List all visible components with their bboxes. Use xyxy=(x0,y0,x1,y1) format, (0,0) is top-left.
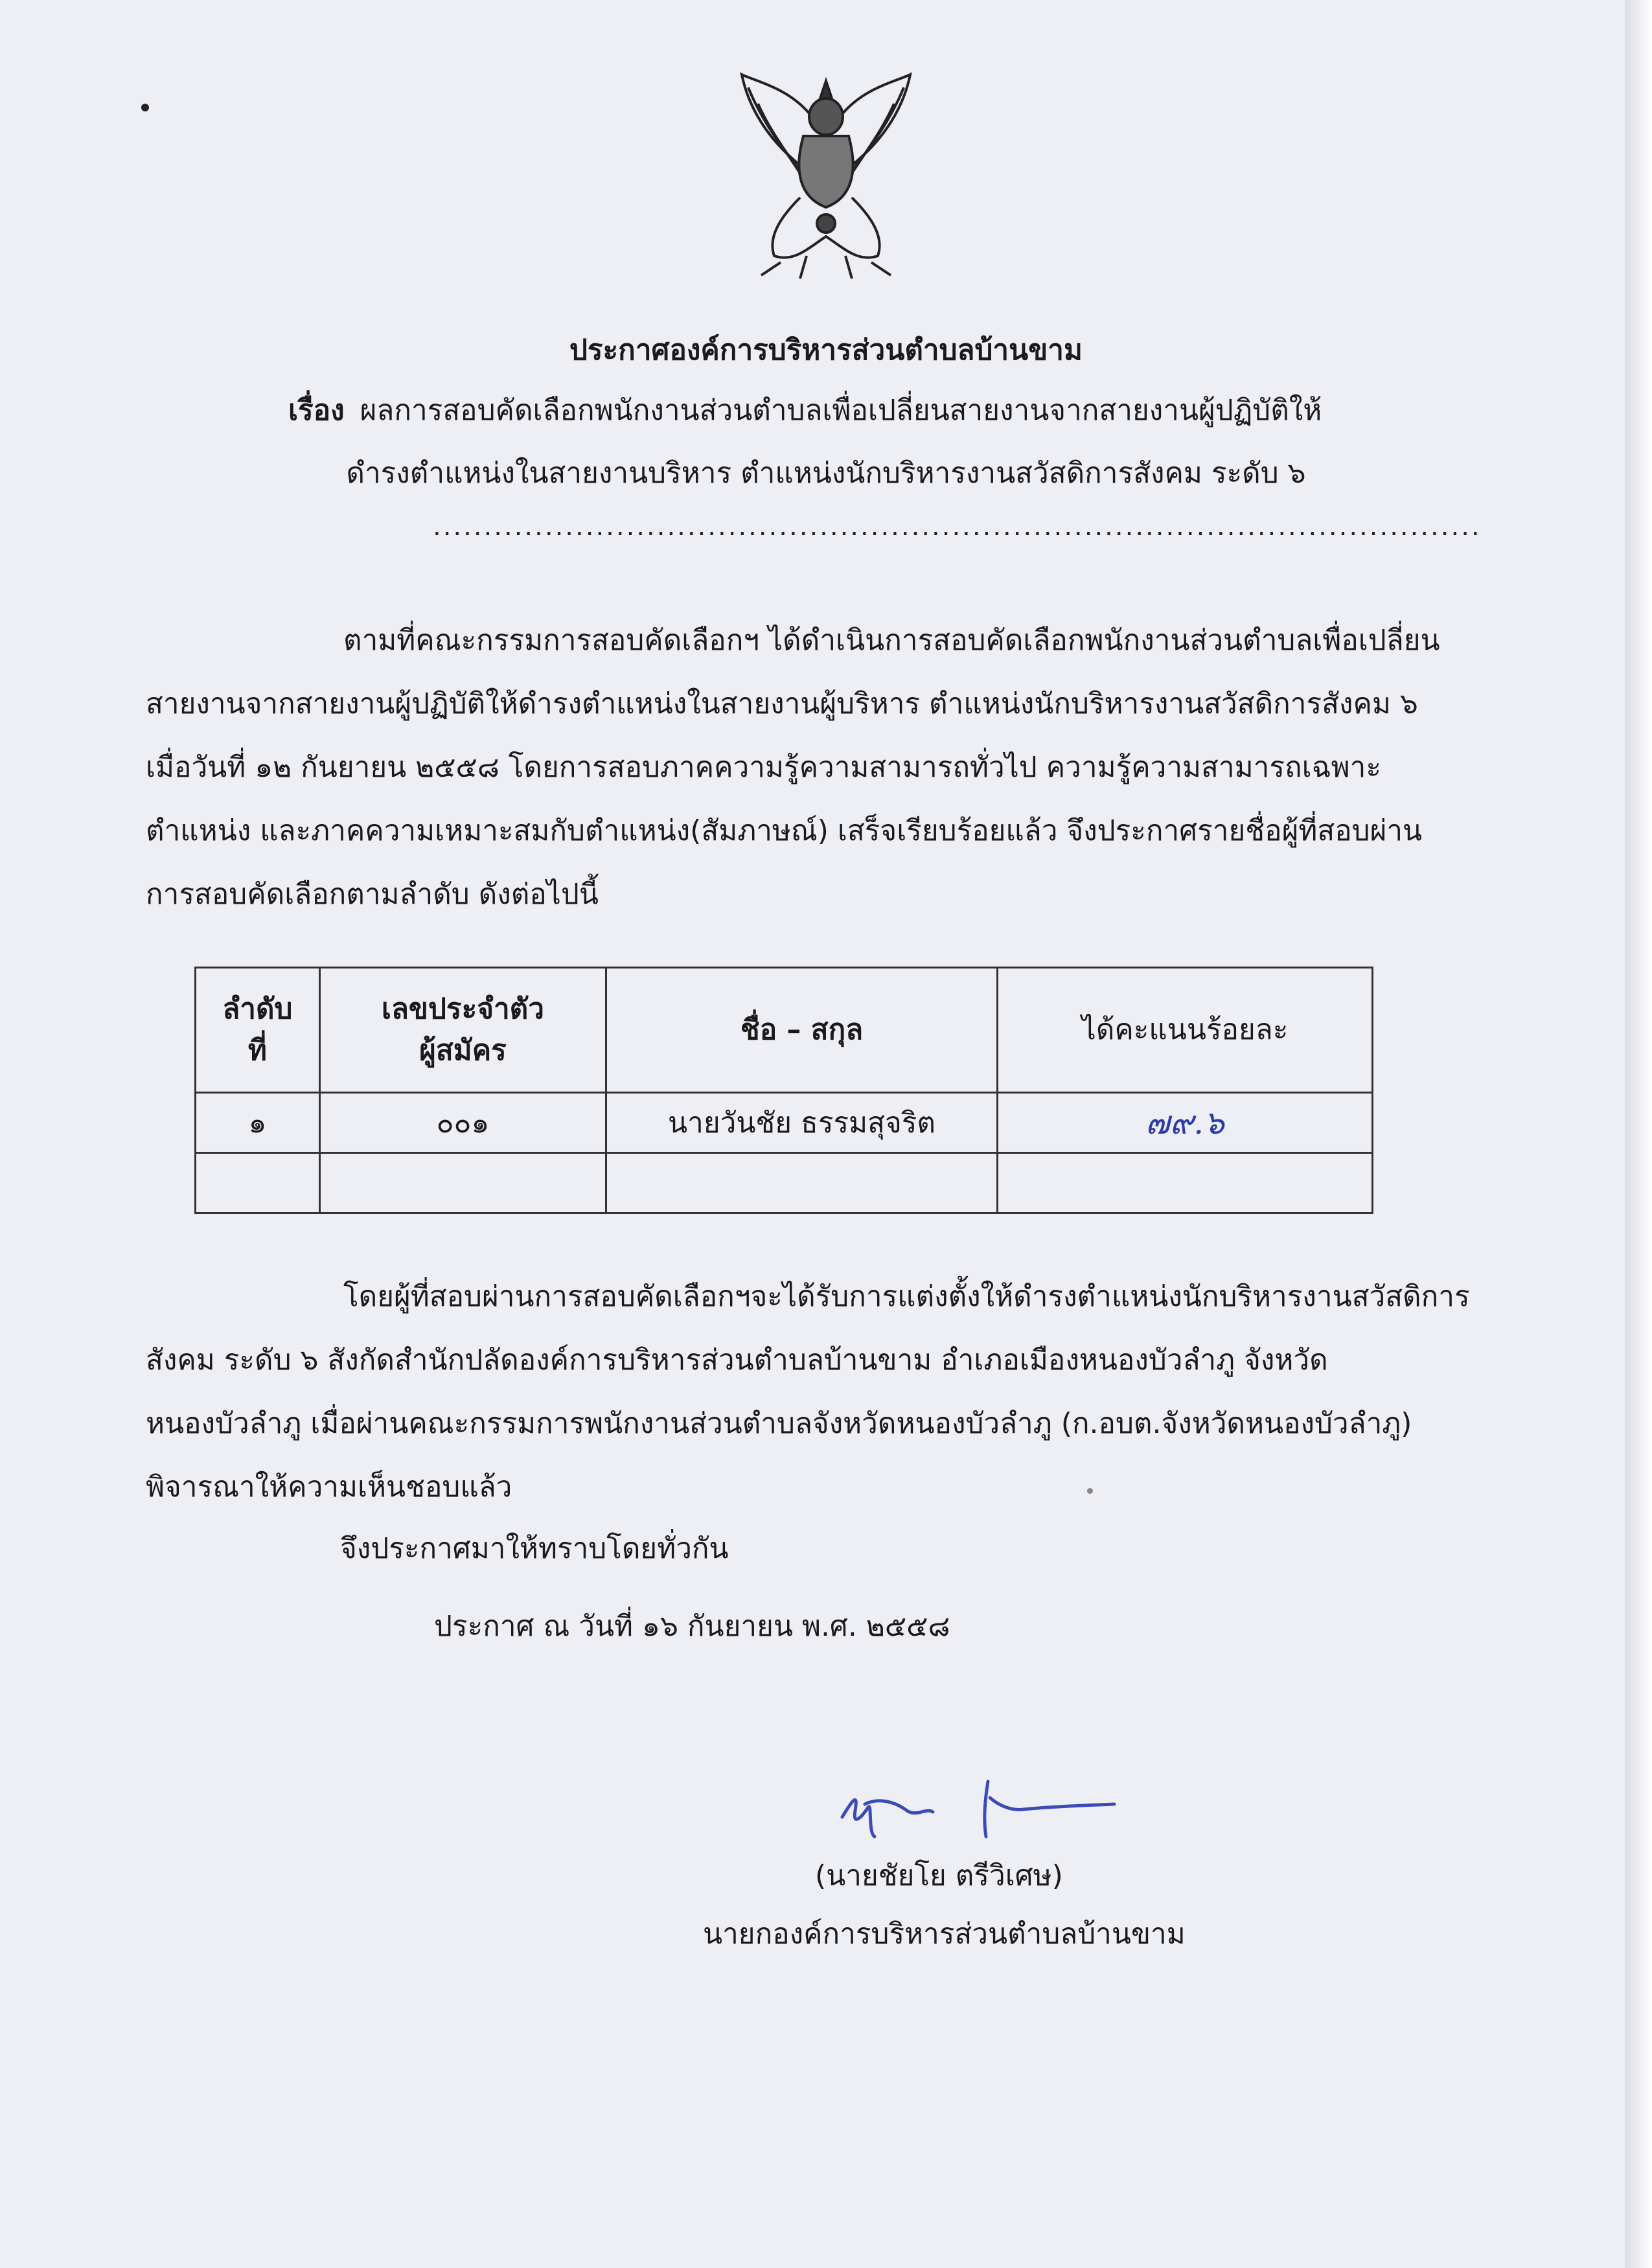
subject-text-line1: ผลการสอบคัดเลือกพนักงานส่วนตำบลเพื่อเปลี่ยนสายงานจากสายงานผู้ปฏิบัติให้ xyxy=(360,394,1322,427)
subject-text-line2: ดำรงตำแหน่งในสายงานบริหาร ตำแหน่งนักบริหารงานสวัสดิการสังคม ระดับ ๖ xyxy=(346,457,1306,490)
header-order-line1: ลำดับ xyxy=(222,992,293,1025)
table-row xyxy=(196,1153,1373,1213)
results-table xyxy=(194,967,1373,1214)
subject-label: เรื่อง xyxy=(288,394,345,427)
header-order xyxy=(196,968,320,1093)
cell-applicant-id: ๐๐๑ xyxy=(319,1093,606,1153)
paragraph-line: ตามที่คณะกรรมการสอบคัดเลือกฯ ได้ดำเนินการสอบคัดเลือกพนักงานส่วนตำบลเพื่อเปลี่ยน xyxy=(343,624,1440,657)
paragraph-line: สังคม ระดับ ๖ สังกัดสำนักปลัดองค์การบริหารส่วนตำบลบ้านขาม อำเภอเมืองหนองบัวลำภู จังหวัด xyxy=(146,1344,1328,1377)
header-score: ได้คะแนนร้อยละ xyxy=(997,968,1372,1093)
appointment-paragraph xyxy=(146,1265,1474,1519)
paragraph-line: เมื่อวันที่ ๑๒ กันยายน ๒๕๕๘ โดยการสอบภาคความรู้ความสามารถทั่วไป ความรู้ความสามารถเฉพาะ xyxy=(146,751,1381,784)
paragraph-line: การสอบคัดเลือกตามลำดับ ดังต่อไปนี้ xyxy=(146,878,599,911)
signer-position: นายกองค์การบริหารส่วนตำบลบ้านขาม xyxy=(703,1918,1186,1951)
paragraph-line: หนองบัวลำภู เมื่อผ่านคณะกรรมการพนักงานส่วนตำบลจังหวัดหนองบัวลำภู (ก.อบต.จังหวัดหนองบัวลำภู) xyxy=(146,1407,1412,1440)
handwritten-signature xyxy=(829,1772,1121,1843)
cell-score xyxy=(997,1093,1372,1153)
subject-line xyxy=(288,387,1322,433)
header-order-line2: ที่ xyxy=(247,1034,267,1067)
garuda-emblem-icon xyxy=(729,68,923,282)
scan-speck xyxy=(141,104,149,111)
paragraph-line: ตำแหน่ง และภาคความเหมาะสมกับตำแหน่ง(สัมภาษณ์) เสร็จเรียบร้อยแล้ว จึงประกาศรายชื่อผู้ที่สอบผ่าน xyxy=(146,814,1423,847)
paragraph-line: พิจารณาให้ความเห็นชอบแล้ว xyxy=(146,1471,512,1504)
paragraph-line: โดยผู้ที่สอบผ่านการสอบคัดเลือกฯจะได้รับการแต่งตั้งให้ดำรงตำแหน่งนักบริหารงานสวัสดิการ xyxy=(343,1280,1470,1313)
cell-applicant-id xyxy=(319,1153,606,1213)
dotted-separator: ....................................................................................................... xyxy=(433,512,1482,542)
cell-order xyxy=(196,1153,320,1213)
header-id-line1: เลขประจำตัว xyxy=(381,992,544,1025)
intro-paragraph xyxy=(146,609,1474,926)
header-name: ชื่อ – สกุล xyxy=(606,968,998,1093)
signer-name: (นายชัยโย ตรีวิเศษ) xyxy=(815,1859,1063,1892)
table-row xyxy=(196,1093,1373,1153)
handwritten-score: ๗๙.๖ xyxy=(1145,1103,1224,1141)
table-header-row xyxy=(196,968,1373,1093)
announcement-title: ประกาศองค์การบริหารส่วนตำบลบ้านขาม xyxy=(569,334,1083,367)
header-applicant-id xyxy=(319,968,606,1093)
cell-name xyxy=(606,1153,998,1213)
paragraph-line: สายงานจากสายงานผู้ปฏิบัติให้ดำรงตำแหน่งในสายงานผู้บริหาร ตำแหน่งนักบริหารงานสวัสดิการสังคม ๖ xyxy=(146,687,1418,720)
cell-score xyxy=(997,1153,1372,1213)
cell-name: นายวันชัย ธรรมสุจริต xyxy=(606,1093,998,1153)
announcement-date: ประกาศ ณ วันที่ ๑๖ กันยายน พ.ศ. ๒๕๕๘ xyxy=(434,1610,950,1643)
header-id-line2: ผู้สมัคร xyxy=(419,1034,507,1067)
cell-order: ๑ xyxy=(196,1093,320,1153)
closing-statement: จึงประกาศมาให้ทราบโดยทั่วกัน xyxy=(340,1532,729,1565)
